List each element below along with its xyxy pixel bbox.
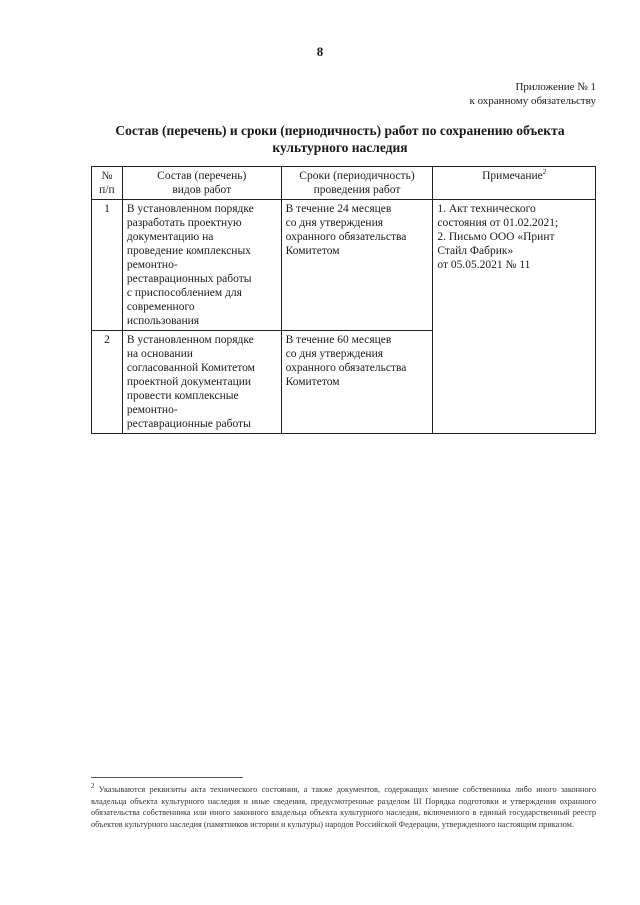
table-row [92, 200, 596, 331]
footnote-divider [91, 777, 243, 778]
document-title [80, 122, 600, 156]
footnote-ref: 2 [542, 168, 547, 177]
row-composition: В установленном порядке на основании согласованной Комитетом проектной документации провести комплексные ремонтно- реставрационные работы [122, 331, 281, 434]
footnote-text: Указываются реквизиты акта технического состояния, а также документов, содержащих мнение собственника либо иного законного владельца объекта культурного наследия и иные сведения, предусмотренные разделом III Порядка подготовки и утверждения охранного обязательства собственника или иного законного владельца объекта культурного наследия, включенного в единый государственный реестр объектов культурного наследия (памятников истории и культуры) народов Российской Федерации, утвержденного настоящим приказом. [91, 785, 596, 829]
row-note: 1. Акт технического состояния от 01.02.2021; 2. Письмо ООО «Принт Стайл Фабрик» от 05.05.2021 № 11 [433, 200, 596, 434]
row-num: 2 [92, 331, 123, 434]
appendix-line: к охранному обязательству [469, 95, 596, 107]
appendix-line: Приложение № 1 [515, 81, 596, 93]
table-header-row [92, 167, 596, 200]
footnote-mark: 2 [91, 782, 95, 791]
header-note: Примечание$^2$ [433, 167, 596, 200]
row-composition: В установленном порядке разработать проектную документацию на проведение комплексных ремонтно- реставрационных работы с приспособлением для современного использования [122, 200, 281, 331]
row-terms: В течение 24 месяцев со дня утверждения охранного обязательства Комитетом [281, 200, 433, 331]
footnote [91, 784, 596, 830]
header-terms: Сроки (периодичность) проведения работ [281, 167, 433, 200]
appendix-reference [336, 80, 596, 108]
header-num: № п/п [92, 167, 123, 200]
page-number: 8 [316, 44, 324, 59]
title-line: культурного наследия [272, 140, 408, 155]
works-table [91, 166, 596, 434]
row-terms: В течение 60 месяцев со дня утверждения охранного обязательства Комитетом [281, 331, 433, 434]
row-num: 1 [92, 200, 123, 331]
header-composition: Состав (перечень) видов работ [122, 167, 281, 200]
title-line: Состав (перечень) и сроки (периодичность) работ по сохранению объекта [115, 123, 565, 138]
